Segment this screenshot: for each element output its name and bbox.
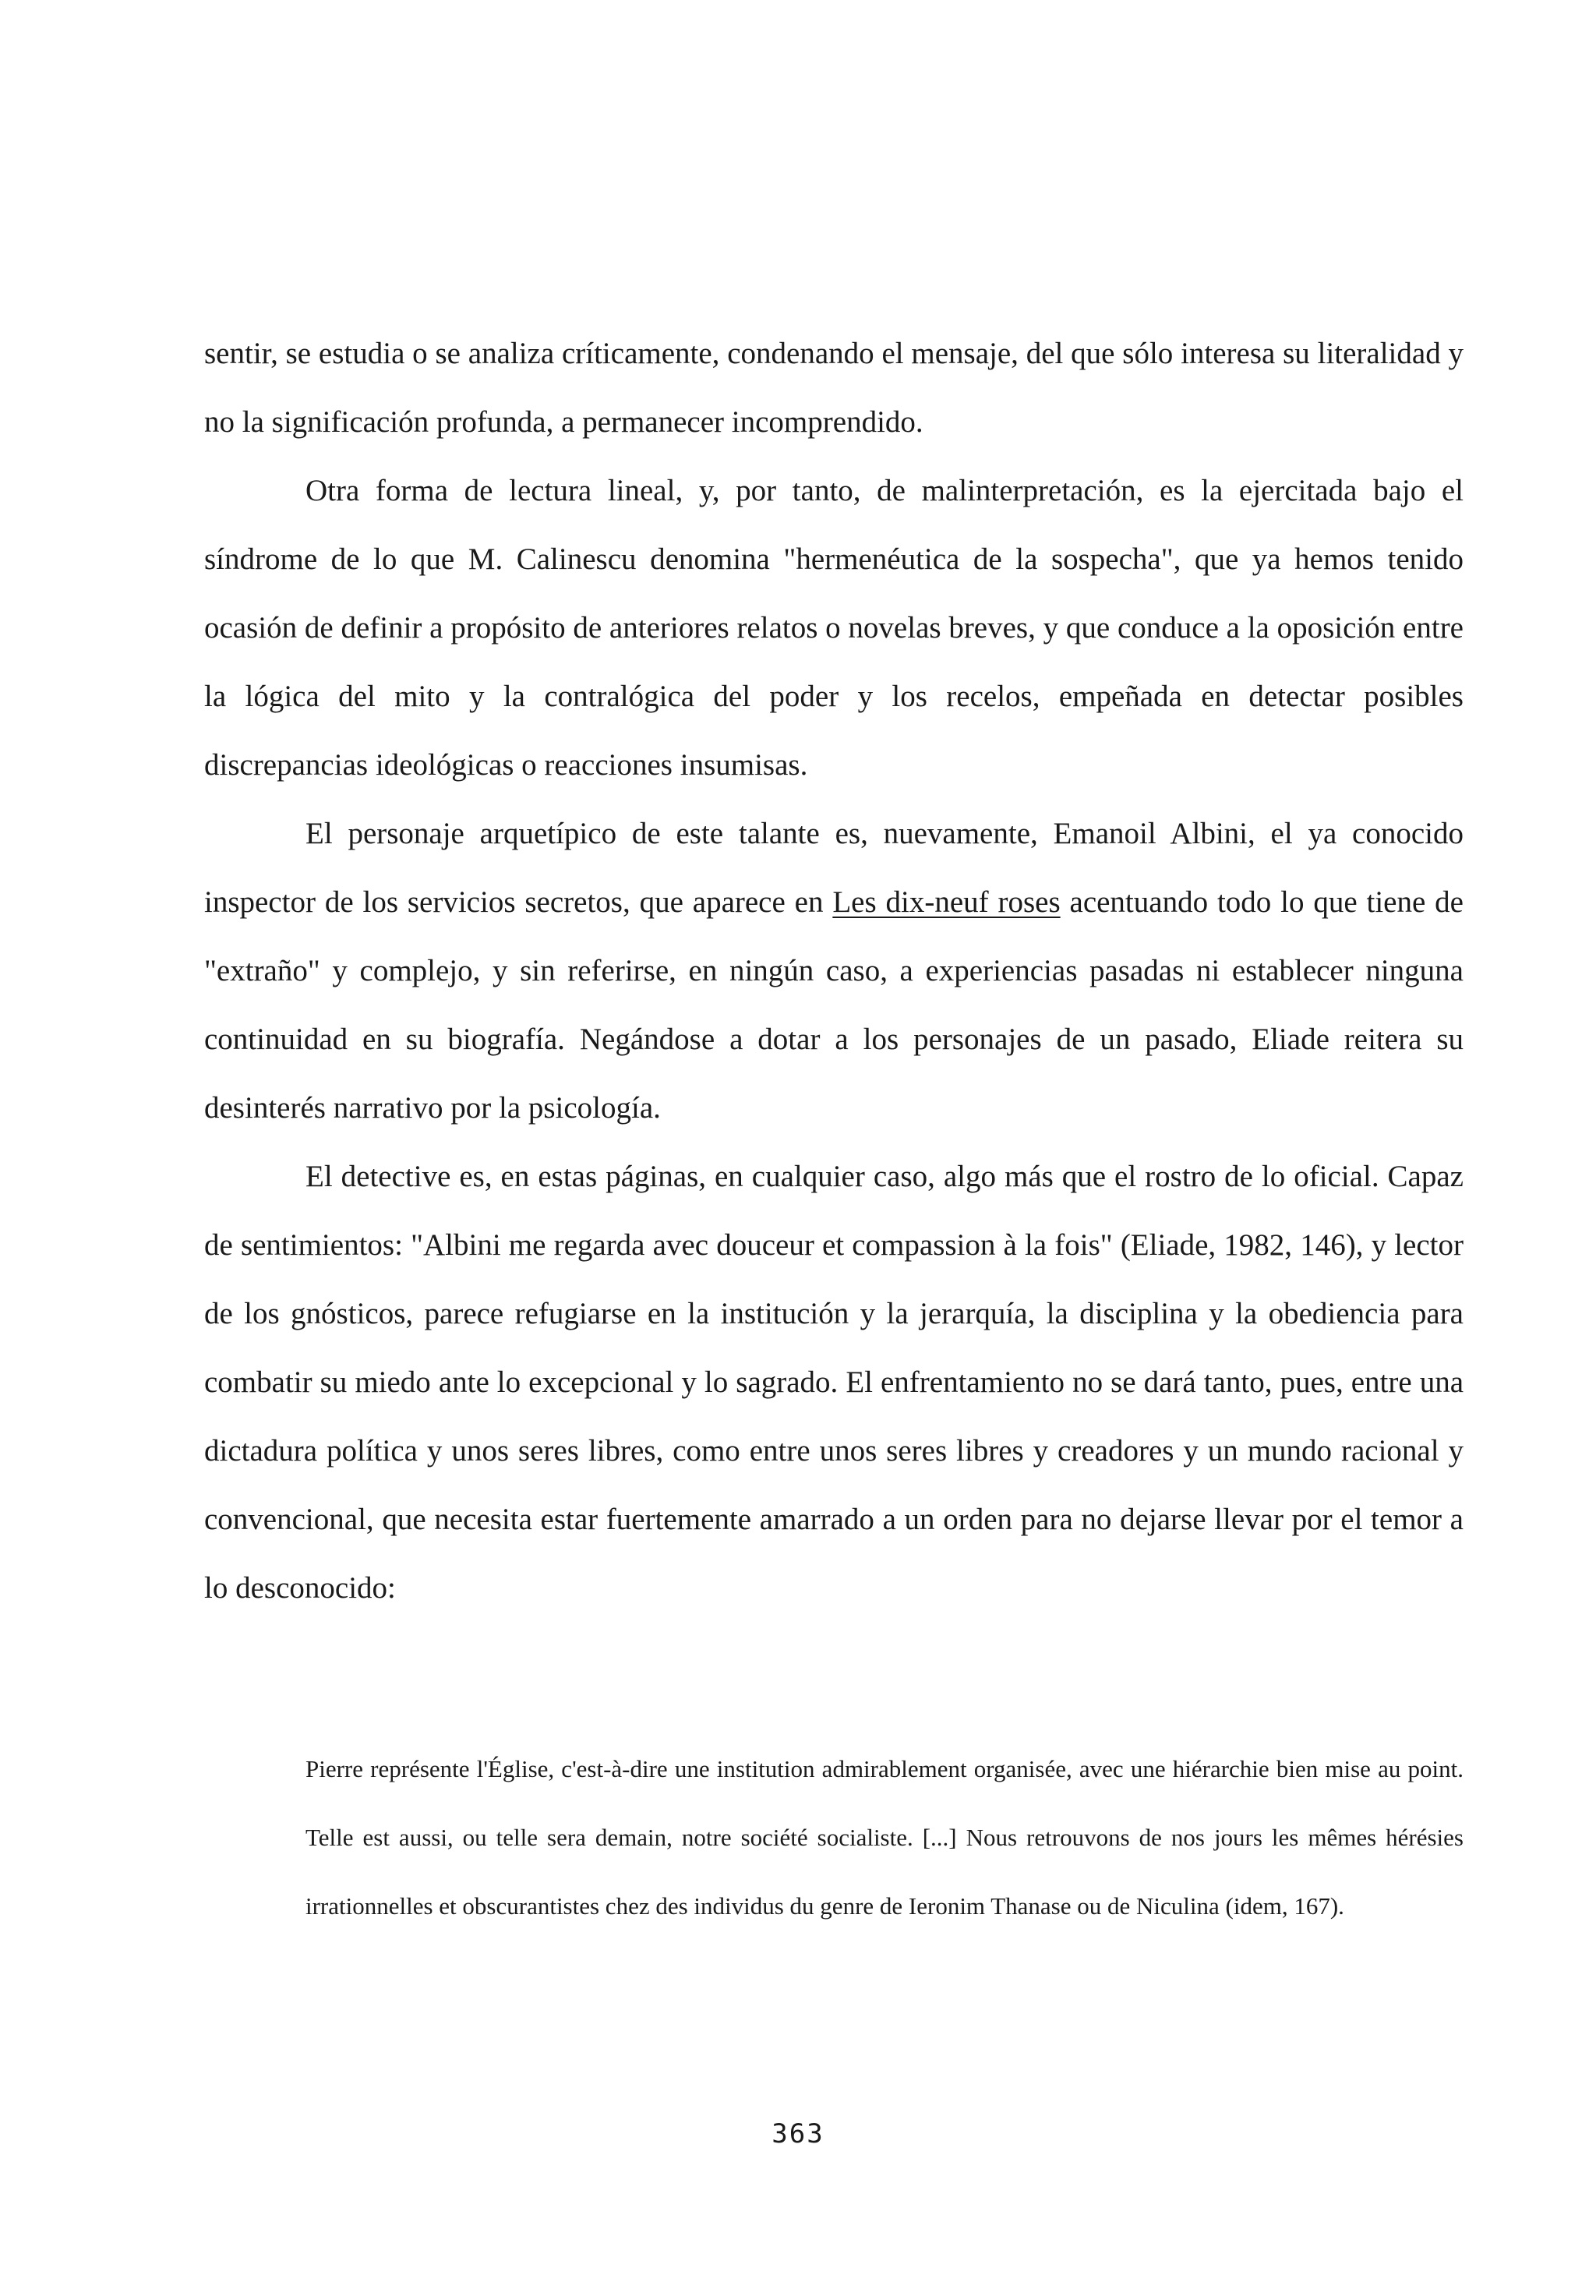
book-title: Les dix-neuf roses — [832, 885, 1061, 919]
paragraph-detective — [204, 1143, 1464, 1623]
paragraph-text: El detective es, en estas páginas, en cualquier caso, algo más que el rostro de lo oficial. Capaz de sentimientos: "Albini me regarda avec douceur et compassion à la fois" (Eliade, 1982, 146), y lector de los gnósticos, parece refugiarse en la institución y la jerarquía, la disciplina y la obediencia para combatir su miedo ante lo excepcional y lo sagrado. El enfrentamiento no se dará tanto, pues, entre una dictadura política y unos seres libres, como entre unos seres libres y creadores y un mundo racional y convencional, que necesita estar fuertemente amarrado a un orden para no dejarse llevar por el temor a lo desconocido: — [204, 1160, 1464, 1605]
paragraph-hermeneutica — [204, 457, 1464, 800]
paragraph-albini — [204, 800, 1464, 1143]
paragraph-text: El personaje arquetípico de este talante es, nuevamente, Emanoil Albini, el ya conocido inspector de los servicios secretos, que aparece en — [204, 817, 1464, 919]
paragraph-text: acentuando todo lo que tiene de "extraño" y complejo, y sin referirse, en ningún caso, a experiencias pasadas ni establecer ninguna continuidad en su biografía. Negándose a dotar a los personajes de un pasado, Eliade reitera su desinterés narrativo por la psicología. — [204, 885, 1464, 1125]
paragraph-text: Otra forma de lectura lineal, y, por tanto, de malinterpretación, es la ejercitada bajo el síndrome de lo que M. Calinescu denomina "hermenéutica de la sospecha", que ya hemos tenido ocasión de definir a propósito de anteriores relatos o novelas breves, y que conduce a la oposición entre la lógica del mito y la contralógica del poder y los recelos, empeñada en detectar posibles discrepancias ideológicas o reacciones insumisas. — [204, 474, 1464, 782]
page-number: 363 — [772, 2118, 824, 2149]
body-text — [204, 320, 1464, 1623]
paragraph-continuation — [204, 320, 1464, 457]
paragraph-text: sentir, se estudia o se analiza críticamente, condenando el mensaje, del que sólo interesa su literalidad y no la significación profunda, a permanecer incomprendido. — [204, 337, 1464, 439]
block-quote: Pierre représente l'Église, c'est-à-dire une institution admirablement organisée, avec une hiérarchie bien mise au point. Telle est aussi, ou telle sera demain, notre société socialiste. [...] Nous retrouvons de nos jours les mêmes hérésies irrationnelles et obscurantistes chez des individus du genre de Ieronim Thanase ou de Niculina (idem, 167). — [305, 1755, 1464, 1920]
